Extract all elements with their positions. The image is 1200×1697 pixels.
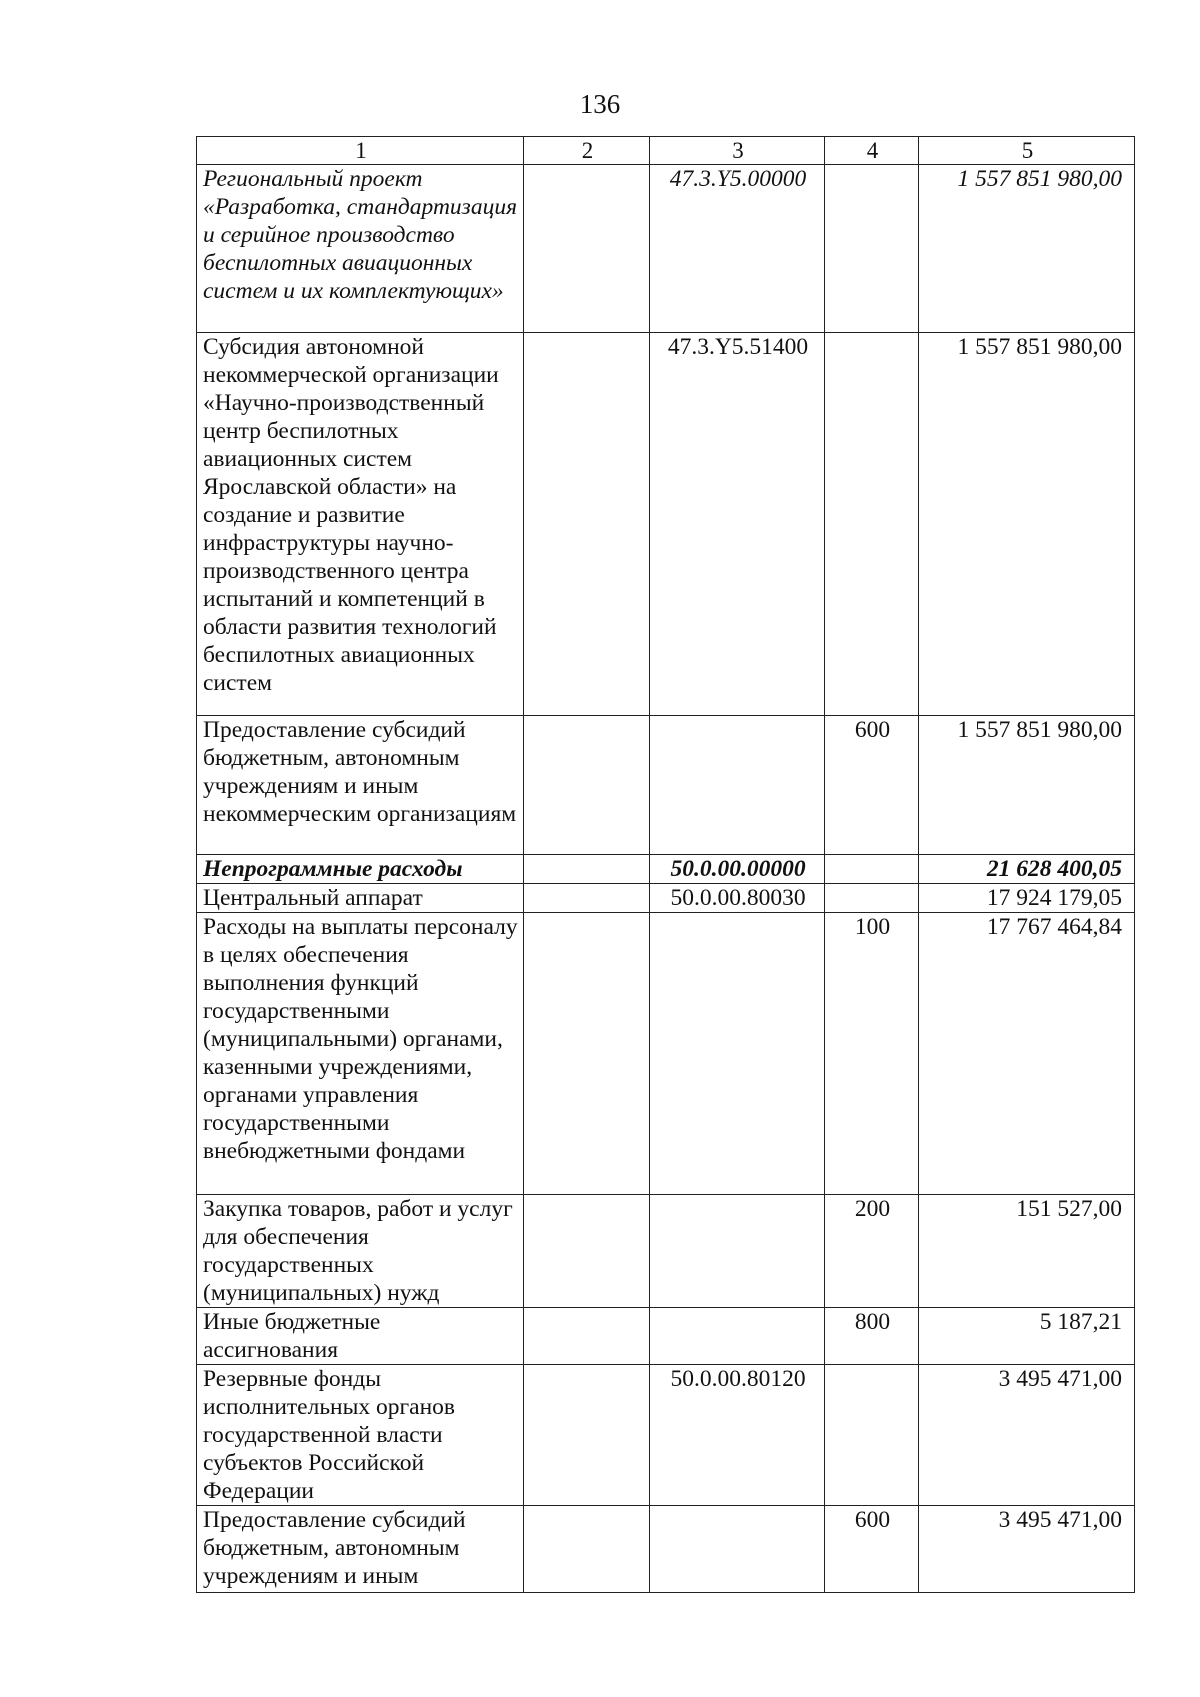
table-row	[197, 855, 1135, 884]
column-header-4: 4	[825, 137, 919, 165]
row-amount-cell: 17 767 464,84	[919, 913, 1135, 1195]
row-column2-cell	[524, 913, 650, 1195]
row-type-cell: 200	[825, 1195, 919, 1308]
row-column2-cell	[524, 1365, 650, 1506]
row-type-cell	[825, 333, 919, 716]
column-header-2: 2	[524, 137, 650, 165]
table-row	[197, 1308, 1135, 1365]
row-code-cell: 47.3.Y5.00000	[650, 165, 825, 333]
row-name-cell: Центральный аппарат	[197, 884, 524, 913]
row-column2-cell	[524, 333, 650, 716]
row-column2-cell	[524, 855, 650, 884]
row-amount-cell: 3 495 471,00	[919, 1506, 1135, 1593]
table-header-row	[197, 137, 1135, 165]
table-row	[197, 165, 1135, 333]
row-name-cell: Резервные фонды исполнительных органов государственной власти субъектов Российской Федерации	[197, 1365, 524, 1506]
row-type-cell: 600	[825, 716, 919, 855]
table-row	[197, 1365, 1135, 1506]
row-code-cell	[650, 1308, 825, 1365]
row-code-cell: 47.3.Y5.51400	[650, 333, 825, 716]
column-header-3: 3	[650, 137, 825, 165]
table-row	[197, 1506, 1135, 1593]
table-row	[197, 716, 1135, 855]
row-type-cell: 600	[825, 1506, 919, 1593]
row-type-cell	[825, 1365, 919, 1506]
row-type-cell	[825, 165, 919, 333]
row-amount-cell: 3 495 471,00	[919, 1365, 1135, 1506]
row-code-cell	[650, 1506, 825, 1593]
row-amount-cell: 151 527,00	[919, 1195, 1135, 1308]
table-row	[197, 1195, 1135, 1308]
row-code-cell: 50.0.00.80030	[650, 884, 825, 913]
row-code-cell: 50.0.00.80120	[650, 1365, 825, 1506]
table-row	[197, 913, 1135, 1195]
row-amount-cell: 17 924 179,05	[919, 884, 1135, 913]
row-name-cell: Непрограммные расходы	[197, 855, 524, 884]
row-column2-cell	[524, 165, 650, 333]
row-code-cell	[650, 913, 825, 1195]
row-code-cell	[650, 716, 825, 855]
table-row	[197, 333, 1135, 716]
row-amount-cell: 5 187,21	[919, 1308, 1135, 1365]
page-number: 136	[579, 89, 621, 119]
row-column2-cell	[524, 884, 650, 913]
column-header-5: 5	[919, 137, 1135, 165]
row-type-cell	[825, 855, 919, 884]
row-amount-cell: 1 557 851 980,00	[919, 165, 1135, 333]
row-code-cell: 50.0.00.00000	[650, 855, 825, 884]
row-name-cell: Субсидия автономной некоммерческой организации «Научно-производственный центр беспилотных авиационных систем Ярославской области» на создание и развитие инфраструктуры научно-производственного центра испытаний и компетенций в области развития технологий беспилотных авиационных систем	[197, 333, 524, 716]
row-name-cell: Региональный проект «Разработка, стандартизация и серийное производство беспилотных авиационных систем и их комплектующих»	[197, 165, 524, 333]
row-amount-cell: 21 628 400,05	[919, 855, 1135, 884]
row-amount-cell: 1 557 851 980,00	[919, 333, 1135, 716]
row-name-cell: Иные бюджетные ассигнования	[197, 1308, 524, 1365]
table-row	[197, 884, 1135, 913]
row-type-cell: 800	[825, 1308, 919, 1365]
row-amount-cell: 1 557 851 980,00	[919, 716, 1135, 855]
row-column2-cell	[524, 1506, 650, 1593]
row-type-cell: 100	[825, 913, 919, 1195]
row-code-cell	[650, 1195, 825, 1308]
budget-table	[196, 136, 1135, 1593]
row-type-cell	[825, 884, 919, 913]
row-column2-cell	[524, 1195, 650, 1308]
row-name-cell: Предоставление субсидий бюджетным, автономным учреждениям и иным некоммерческим организациям	[197, 716, 524, 855]
row-column2-cell	[524, 1308, 650, 1365]
row-name-cell: Закупка товаров, работ и услуг для обеспечения государственных (муниципальных) нужд	[197, 1195, 524, 1308]
column-header-1: 1	[197, 137, 524, 165]
row-column2-cell	[524, 716, 650, 855]
row-name-cell: Расходы на выплаты персоналу в целях обеспечения выполнения функций государственными (муниципальными) органами, казенными учреждениями, органами управления государственными внебюджетными фондами	[197, 913, 524, 1195]
row-name-cell: Предоставление субсидий бюджетным, автономным учреждениям и иным	[197, 1506, 524, 1593]
